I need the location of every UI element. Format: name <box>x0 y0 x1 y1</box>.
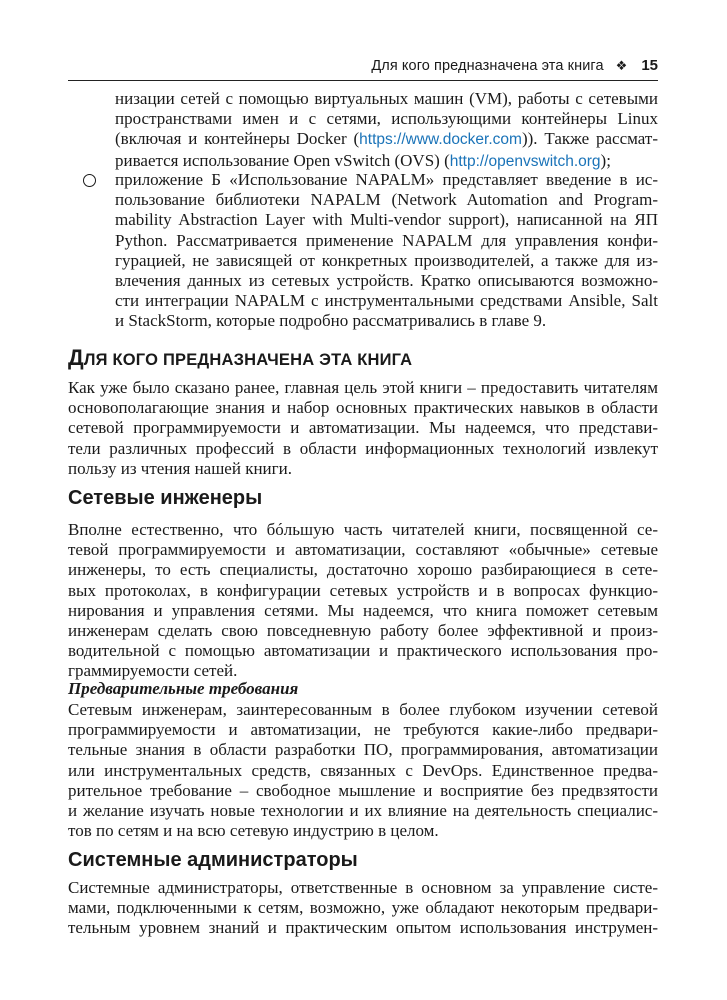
openvswitch-link[interactable]: http://openvswitch.org <box>449 152 601 170</box>
text-fragment: ); <box>600 150 611 170</box>
subheading-prerequisites: Предварительные требования <box>68 679 299 698</box>
text-line: сти интеграции NAPALM с инструментальными средствами Ansible, Salt <box>115 291 658 311</box>
text-line: тов по сетям и на всю сетевую индустрию в целом. <box>68 821 439 841</box>
text-line: Как уже было сказано ранее, главная цель этой книги – предоставить читателям <box>68 378 658 397</box>
text-line: нирования и управления сетями. Мы надеемся, что книга поможет сетевым <box>68 600 658 620</box>
heading-small-caps: ЛЯ КОГО ПРЕДНАЗНАЧЕНА ЭТА КНИГА <box>83 351 413 369</box>
text-line: и желание изучать новые технологии и их влияние на деятельность специалис- <box>68 801 658 821</box>
header-run <box>371 57 658 74</box>
text-line-with-link <box>115 151 658 172</box>
bullet-circle-icon <box>83 174 96 187</box>
text-line: Вполне естественно, что бóльшую часть читателей книги, посвященной се- <box>68 520 658 539</box>
text-line: приложение Б «Использование NAPALM» представляет введение в ис- <box>115 170 658 189</box>
network-engineers-paragraph <box>68 520 658 682</box>
text-fragment: (включая и контейнеры Docker ( <box>115 129 360 149</box>
page-number: 15 <box>641 57 658 74</box>
text-line: пользование библиотеки NAPALM (Network Automation and Program- <box>115 190 658 210</box>
text-line-with-link <box>115 129 658 150</box>
text-line: инженеры, то есть специалисты, достаточно хорошо разбирающиеся в сете- <box>68 560 658 580</box>
running-title: Для кого предназначена эта книга <box>371 58 604 74</box>
subsection-heading-network-engineers: Сетевые инженеры <box>68 487 263 509</box>
text-fragment: ривается использование Open vSwitch (OVS) ( <box>115 150 450 170</box>
text-line: тевой программируемости и автоматизации, составляют «обычные» сетевые <box>68 540 658 560</box>
text-line: mability Abstraction Layer with Multi-vendor support), написанной на ЯП <box>115 210 658 230</box>
text-line: вых протоколах, в конфигурации сетевых устройств и в вопросах функцио- <box>68 580 658 600</box>
text-line: водительной с помощью автоматизации и практического использования про- <box>68 641 658 661</box>
text-fragment: )). Также рассмат- <box>521 129 658 149</box>
text-line: и StackStorm, которые подробно рассматривались в главе 9. <box>115 311 547 331</box>
text-line: Системные администраторы, ответственные в основном за управление систе- <box>68 878 658 897</box>
text-line: пользу из чтения нашей книги. <box>68 458 292 478</box>
prerequisites-paragraph <box>68 700 658 841</box>
text-line: программируемости и автоматизации, не требуются какие-либо предвари- <box>68 720 658 740</box>
page-header <box>68 56 658 81</box>
text-line: граммируемости сетей. <box>68 661 238 681</box>
text-line: сетевой программируемости и автоматизации. Мы надеемся, что представи- <box>68 418 658 438</box>
text-line: основополагающие знания и набор основных практических навыков в области <box>68 398 658 418</box>
text-line: тели различных профессий в области информационных технологий извлекут <box>68 438 658 458</box>
subsection-heading-system-admins: Системные администраторы <box>68 849 358 871</box>
heading-initial: Д <box>68 345 84 370</box>
list-item-appendix-b <box>115 170 658 332</box>
list-item-continuation <box>115 89 658 172</box>
text-line: гурацией, не зависящей от конкретных производителей, а также для из- <box>115 250 658 270</box>
text-line: мами, подключенными к сетям, возможно, уже обладают некоторым предвари- <box>68 898 658 918</box>
text-line: пространствами имен и с сетями, использующими контейнеры Linux <box>115 109 658 129</box>
text-line: низации сетей с помощью виртуальных машин (VM), работы с сетевыми <box>115 89 658 108</box>
text-line: влечения данных из сетевых устройств. Кратко описываются возможно- <box>115 271 658 291</box>
header-ornament-icon: ❖ <box>615 58 628 73</box>
intro-paragraph <box>68 378 658 479</box>
text-line: тельным уровнем знаний и практическим опытом использования инструмен- <box>68 918 658 938</box>
section-heading <box>68 345 412 371</box>
text-line: Python. Рассматривается применение NAPALM для управления конфи- <box>115 230 658 250</box>
text-line: рительное требование – свободное мышление и восприятие без предвзятости <box>68 780 658 800</box>
system-admins-paragraph <box>68 878 658 939</box>
docker-link[interactable]: https://www.docker.com <box>359 131 522 149</box>
text-line: Сетевым инженерам, заинтересованным в более глубоком изучении сетевой <box>68 700 658 719</box>
text-line: инженерам сделать свою повседневную работу более эффективной и произ- <box>68 621 658 641</box>
text-line: тельные знания в области разработки ПО, программирования, автоматизации <box>68 740 658 760</box>
text-line: или инструментальных средств, связанных с DevOps. Единственное предва- <box>68 760 658 780</box>
